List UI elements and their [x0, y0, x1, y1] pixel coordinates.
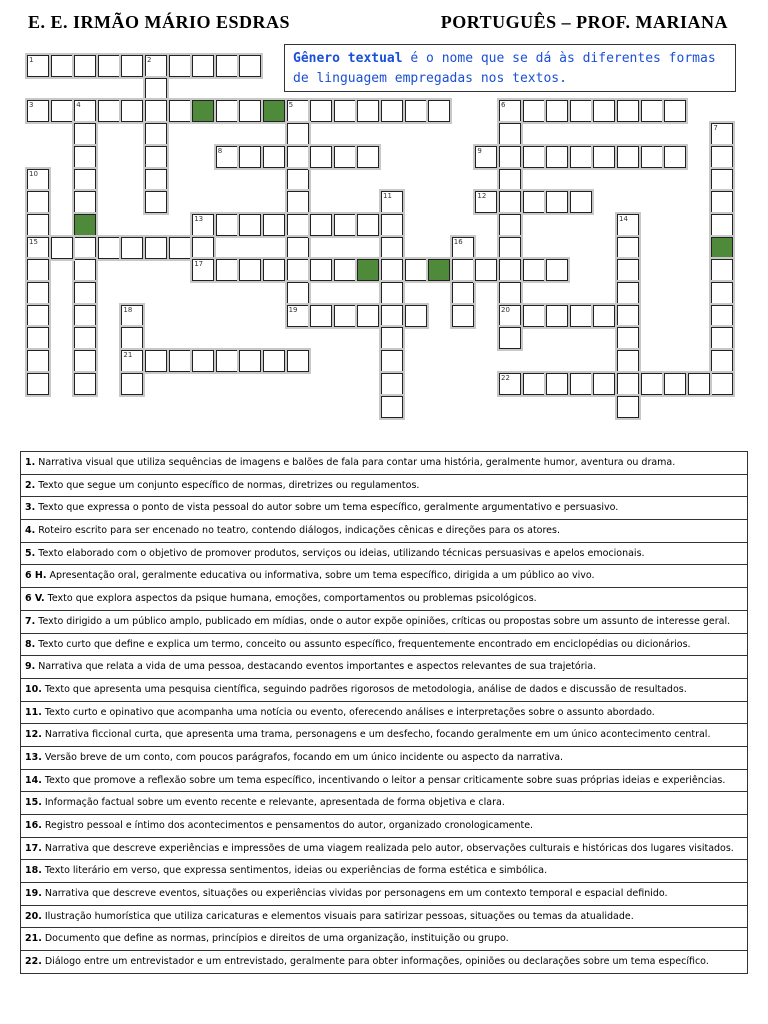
clue-row: [21, 702, 747, 725]
clue-row: [21, 520, 747, 543]
crossword-cell[interactable]: [287, 259, 309, 281]
clue-row: [21, 679, 747, 702]
crossword-cell[interactable]: [475, 146, 497, 168]
crossword-cell[interactable]: [711, 214, 733, 236]
crossword-cell[interactable]: [145, 191, 167, 213]
crossword-cell[interactable]: [216, 259, 238, 281]
crossword-cell[interactable]: [499, 282, 521, 304]
crossword-cell[interactable]: [287, 123, 309, 145]
crossword-cell[interactable]: [145, 350, 167, 372]
crossword-cell[interactable]: [74, 305, 96, 327]
crossword-cell[interactable]: [688, 373, 710, 395]
crossword-cell[interactable]: [74, 237, 96, 259]
clue-list: [20, 451, 748, 974]
crossword-cell[interactable]: [287, 237, 309, 259]
crossword-cell[interactable]: [121, 55, 143, 77]
clue-number: 19.: [25, 888, 42, 900]
crossword-cell[interactable]: [263, 100, 285, 122]
crossword-cell[interactable]: [145, 169, 167, 191]
crossword-cell[interactable]: [593, 373, 615, 395]
crossword-cell[interactable]: [27, 100, 49, 122]
crossword-cell[interactable]: [664, 100, 686, 122]
crossword-cell[interactable]: [121, 237, 143, 259]
crossword-cell[interactable]: [287, 214, 309, 236]
crossword-cell[interactable]: [617, 146, 639, 168]
crossword-cell[interactable]: [711, 123, 733, 145]
crossword-cell[interactable]: [145, 146, 167, 168]
crossword-cell[interactable]: [334, 146, 356, 168]
crossword-cell[interactable]: [711, 169, 733, 191]
crossword-cell[interactable]: [74, 350, 96, 372]
clue-row: [21, 543, 747, 566]
clue-text: Texto literário em verso, que expressa sentimentos, ideias ou experiências de forma estética e simbólica.: [41, 865, 548, 877]
crossword-cell[interactable]: [381, 237, 403, 259]
crossword-cell[interactable]: [381, 214, 403, 236]
crossword-cell[interactable]: [74, 100, 96, 122]
clue-text: Texto que segue um conjunto específico de normas, diretrizes ou regulamentos.: [35, 479, 420, 491]
crossword-cell[interactable]: [192, 237, 214, 259]
crossword-cell[interactable]: [74, 169, 96, 191]
clue-text: Texto curto e opinativo que acompanha uma notícia ou evento, oferecendo análises e interpretações sobre o assunto abordado.: [41, 706, 655, 718]
clue-number-label: 18: [123, 305, 133, 314]
crossword-cell[interactable]: [27, 214, 49, 236]
crossword-cell[interactable]: [169, 350, 191, 372]
clue-number-label: 20: [501, 305, 510, 314]
clue-row: [21, 860, 747, 883]
clue-row: [21, 838, 747, 861]
crossword-cell[interactable]: [711, 146, 733, 168]
crossword-cell[interactable]: [263, 214, 285, 236]
crossword-cell[interactable]: [74, 191, 96, 213]
crossword-cell[interactable]: [499, 373, 521, 395]
clue-number: 22.: [25, 956, 42, 968]
crossword-cell[interactable]: [617, 305, 639, 327]
crossword-cell[interactable]: [593, 305, 615, 327]
subject-teacher: PORTUGUÊS – PROF. MARIANA: [440, 12, 728, 32]
crossword-cell[interactable]: [145, 55, 167, 77]
clue-row: [21, 475, 747, 498]
crossword-cell[interactable]: [475, 259, 497, 281]
clue-text: Apresentação oral, geralmente educativa ou informativa, sobre um tema específico, dirigida a um público ao vivo.: [46, 570, 595, 582]
crossword-cell[interactable]: [381, 327, 403, 349]
crossword-cell[interactable]: [381, 282, 403, 304]
crossword-cell[interactable]: [310, 259, 332, 281]
clue-text: Texto que expressa o ponto de vista pessoal do autor sobre um tema específico, geralmente argumentativo e persuasivo.: [35, 502, 619, 514]
crossword-cell[interactable]: [216, 100, 238, 122]
crossword-cell[interactable]: [381, 100, 403, 122]
clue-number: 4.: [25, 525, 36, 537]
clue-text: Narrativa que descreve experiências e impressões de uma viagem realizada pelo autor, observações culturais e históricas dos lugares visitados.: [41, 842, 734, 854]
clue-number: 8.: [25, 638, 36, 650]
clue-row: [21, 815, 747, 838]
crossword-cell[interactable]: [570, 305, 592, 327]
clue-number-label: 11: [383, 192, 392, 201]
crossword-cell[interactable]: [74, 146, 96, 168]
clue-text: Registro pessoal e íntimo dos acontecimentos e pensamentos do autor, organizado cronologicamente.: [41, 820, 534, 831]
clue-row: [21, 588, 747, 611]
crossword-cell[interactable]: [452, 282, 474, 304]
crossword-cell[interactable]: [546, 146, 568, 168]
crossword-cell[interactable]: [381, 305, 403, 327]
crossword-cell[interactable]: [121, 350, 143, 372]
crossword-cell[interactable]: [381, 191, 403, 213]
genre-definition-box: [284, 44, 736, 92]
crossword-cell[interactable]: [617, 282, 639, 304]
crossword-cell[interactable]: [287, 350, 309, 372]
crossword-cell[interactable]: [452, 237, 474, 259]
crossword-cell[interactable]: [711, 191, 733, 213]
clue-number-label: 17: [194, 260, 204, 269]
clue-row: [21, 928, 747, 951]
crossword-cell[interactable]: [334, 100, 356, 122]
crossword-cell[interactable]: [593, 100, 615, 122]
crossword-cell[interactable]: [664, 373, 686, 395]
clue-number: 16.: [25, 820, 42, 831]
genre-term: Gênero textual: [293, 51, 403, 66]
clue-number: 15.: [25, 797, 42, 809]
crossword-cell[interactable]: [192, 214, 214, 236]
crossword-cell[interactable]: [357, 259, 379, 281]
crossword-cell[interactable]: [27, 282, 49, 304]
crossword-cell[interactable]: [74, 282, 96, 304]
clue-number-label: 13: [194, 214, 204, 223]
crossword-cell[interactable]: [169, 237, 191, 259]
clue-number-label: 15: [29, 237, 38, 246]
crossword-cell[interactable]: [287, 191, 309, 213]
clue-text: Texto curto que define e explica um termo, conceito ou assunto específico, frequentemente encontrado em enciclopédias ou dicionários.: [35, 638, 691, 650]
clue-row: [21, 724, 747, 747]
clue-number: 10.: [25, 683, 42, 695]
clue-number-label: 4: [76, 101, 81, 110]
clue-number: 21.: [25, 933, 42, 945]
crossword-cell[interactable]: [287, 146, 309, 168]
crossword-cell[interactable]: [617, 214, 639, 236]
clue-text: Texto elaborado com o objetivo de promover produtos, serviços ou ideias, utilizando técnicas persuasivas e apelos emocionais.: [35, 547, 645, 559]
clue-number-label: 14: [619, 214, 628, 223]
crossword-cell[interactable]: [641, 373, 663, 395]
clue-number: 3.: [25, 502, 36, 514]
clue-number-label: 7: [713, 124, 718, 133]
clue-row: [21, 792, 747, 815]
crossword-cell[interactable]: [617, 350, 639, 372]
crossword-cell[interactable]: [617, 100, 639, 122]
crossword-cell[interactable]: [27, 305, 49, 327]
crossword-cell[interactable]: [381, 396, 403, 418]
crossword-cell[interactable]: [145, 123, 167, 145]
crossword-cell[interactable]: [357, 305, 379, 327]
crossword-cell[interactable]: [499, 100, 521, 122]
crossword-cell[interactable]: [546, 100, 568, 122]
clue-number: 17.: [25, 842, 42, 854]
crossword-cell[interactable]: [499, 305, 521, 327]
crossword-cell[interactable]: [334, 214, 356, 236]
clue-text: Texto que apresenta uma pesquisa científica, seguindo padrões rigorosos de metodologia, análise de dados e discussão de resultados.: [41, 683, 687, 695]
crossword-cell[interactable]: [263, 146, 285, 168]
clue-row: [21, 565, 747, 588]
clue-number-label: 22: [501, 373, 510, 382]
crossword-cell[interactable]: [523, 373, 545, 395]
crossword-cell[interactable]: [121, 100, 143, 122]
school-name: E. E. IRMÃO MÁRIO ESDRAS: [28, 12, 291, 32]
crossword-cell[interactable]: [121, 327, 143, 349]
crossword-cell[interactable]: [74, 373, 96, 395]
crossword-cell[interactable]: [192, 259, 214, 281]
crossword-cell[interactable]: [27, 327, 49, 349]
clue-number: 20.: [25, 910, 42, 922]
clue-number-label: 9: [477, 146, 482, 155]
crossword-cell[interactable]: [617, 327, 639, 349]
crossword-cell[interactable]: [499, 237, 521, 259]
crossword-cell[interactable]: [523, 146, 545, 168]
crossword-cell[interactable]: [287, 100, 309, 122]
crossword-cell[interactable]: [310, 146, 332, 168]
genre-definition-text: é o nome que se dá às diferentes formas de linguagem empregadas nos textos.: [293, 51, 716, 86]
clue-row: [21, 883, 747, 906]
crossword-cell[interactable]: [169, 100, 191, 122]
crossword-cell[interactable]: [641, 146, 663, 168]
crossword-cell[interactable]: [192, 55, 214, 77]
crossword-cell[interactable]: [334, 259, 356, 281]
clue-number-label: 10: [29, 169, 38, 178]
crossword-cell[interactable]: [711, 373, 733, 395]
crossword-cell[interactable]: [169, 55, 191, 77]
clue-row: [21, 497, 747, 520]
crossword-cell[interactable]: [74, 259, 96, 281]
clue-row: [21, 747, 747, 770]
crossword-cell[interactable]: [216, 214, 238, 236]
crossword-cell[interactable]: [239, 350, 261, 372]
crossword-cell[interactable]: [617, 396, 639, 418]
clue-number-label: 3: [29, 101, 34, 110]
crossword-cell[interactable]: [523, 100, 545, 122]
crossword-cell[interactable]: [381, 259, 403, 281]
crossword-cell[interactable]: [405, 259, 427, 281]
crossword-cell[interactable]: [121, 373, 143, 395]
crossword-cell[interactable]: [711, 237, 733, 259]
crossword-cell[interactable]: [192, 100, 214, 122]
crossword-cell[interactable]: [711, 327, 733, 349]
crossword-cell[interactable]: [499, 169, 521, 191]
crossword-cell[interactable]: [27, 350, 49, 372]
crossword-cell[interactable]: [570, 146, 592, 168]
crossword-cell[interactable]: [641, 100, 663, 122]
crossword-cell[interactable]: [287, 169, 309, 191]
crossword-cell[interactable]: [145, 237, 167, 259]
crossword-cell[interactable]: [499, 191, 521, 213]
clue-number: 13.: [25, 751, 42, 763]
crossword-cell[interactable]: [499, 146, 521, 168]
clue-number-label: 8: [217, 146, 223, 155]
crossword-cell[interactable]: [357, 100, 379, 122]
crossword-cell[interactable]: [263, 259, 285, 281]
clue-text: Roteiro escrito para ser encenado no teatro, contendo diálogos, indicações cênicas e direções para os atores.: [35, 525, 560, 537]
crossword-cell[interactable]: [499, 214, 521, 236]
crossword-cell[interactable]: [239, 55, 261, 77]
crossword-cell[interactable]: [475, 191, 497, 213]
clue-number: 12.: [25, 729, 42, 741]
crossword-cell[interactable]: [27, 373, 49, 395]
crossword-cell[interactable]: [357, 214, 379, 236]
clue-text: Narrativa que relata a vida de uma pessoa, destacando eventos importantes e aspectos relevantes de sua trajetória.: [35, 661, 597, 673]
clue-number: 5.: [25, 547, 36, 559]
clue-text: Ilustração humorística que utiliza caricaturas e elementos visuais para satirizar pessoas, situações ou temas da atualidade.: [41, 910, 634, 922]
crossword-cell[interactable]: [216, 350, 238, 372]
clue-text: Documento que define as normas, princípios e direitos de uma organização, instituição ou grupo.: [41, 933, 509, 945]
clue-number: 9.: [25, 661, 36, 673]
clue-number-label: 12: [477, 192, 487, 201]
crossword-cell[interactable]: [74, 327, 96, 349]
crossword-cell[interactable]: [27, 259, 49, 281]
crossword-cell[interactable]: [711, 259, 733, 281]
crossword-cell[interactable]: [499, 123, 521, 145]
crossword-cell[interactable]: [452, 259, 474, 281]
clue-row: [21, 452, 747, 475]
crossword-cell[interactable]: [546, 305, 568, 327]
clue-number: 6 H.: [25, 570, 47, 582]
clue-text: Texto dirigido a um público amplo, publicado em mídias, onde o autor expõe opiniões, críticas ou propostas sobre um assunto de interesse geral.: [35, 615, 731, 627]
crossword-cell[interactable]: [523, 259, 545, 281]
crossword-cell[interactable]: [617, 237, 639, 259]
clue-number: 6 V.: [25, 593, 45, 605]
clue-number: 14.: [25, 774, 42, 786]
clue-row: [21, 951, 747, 974]
crossword-cell[interactable]: [405, 305, 427, 327]
clue-text: Narrativa ficcional curta, que apresenta uma trama, personagens e um desfecho, focando geralmente em um único acontecimento central.: [41, 729, 711, 741]
clue-text: Texto que explora aspectos da psique humana, emoções, comportamentos ou problemas psicológicos.: [44, 593, 537, 605]
crossword-cell[interactable]: [27, 237, 49, 259]
crossword-cell[interactable]: [546, 373, 568, 395]
crossword-cell[interactable]: [287, 305, 309, 327]
crossword-cell[interactable]: [239, 214, 261, 236]
crossword-cell[interactable]: [51, 237, 73, 259]
crossword-cell[interactable]: [523, 191, 545, 213]
clue-text: Narrativa visual que utiliza sequências de imagens e balões de fala para contar uma história, geralmente humor, aventura ou drama.: [35, 457, 676, 468]
clue-row: [21, 611, 747, 634]
crossword-cell[interactable]: [51, 100, 73, 122]
crossword-cell[interactable]: [428, 259, 450, 281]
crossword-cell[interactable]: [27, 169, 49, 191]
crossword-cell[interactable]: [499, 327, 521, 349]
clue-text: Diálogo entre um entrevistador e um entrevistado, geralmente para obter informações, opiniões ou declarações sobre um tema específico.: [41, 956, 709, 968]
crossword-cell[interactable]: [98, 237, 120, 259]
crossword-cell[interactable]: [499, 259, 521, 281]
crossword-cell[interactable]: [27, 191, 49, 213]
crossword-cell[interactable]: [98, 100, 120, 122]
clue-number-label: 1: [29, 56, 34, 64]
clue-number: 2.: [25, 479, 36, 491]
crossword-cell[interactable]: [310, 214, 332, 236]
crossword-cell[interactable]: [570, 373, 592, 395]
clue-number-label: 16: [453, 237, 463, 246]
clue-number: 18.: [25, 865, 42, 877]
crossword-cell[interactable]: [74, 214, 96, 236]
crossword-cell[interactable]: [51, 55, 73, 77]
crossword-cell[interactable]: [98, 55, 120, 77]
crossword-cell[interactable]: [711, 282, 733, 304]
clue-row: [21, 906, 747, 929]
crossword-cell[interactable]: [145, 100, 167, 122]
clue-text: Versão breve de um conto, com poucos parágrafos, focando em um único incidente ou aspecto da narrativa.: [41, 751, 564, 763]
crossword-cell[interactable]: [310, 100, 332, 122]
clue-text: Informação factual sobre um evento recente e relevante, apresentada de forma objetiva e clara.: [41, 797, 505, 809]
crossword-cell[interactable]: [664, 146, 686, 168]
crossword-cell[interactable]: [216, 55, 238, 77]
crossword-cell[interactable]: [570, 191, 592, 213]
crossword-cell[interactable]: [381, 373, 403, 395]
crossword-cell[interactable]: [593, 146, 615, 168]
crossword-cell[interactable]: [570, 100, 592, 122]
crossword-cell[interactable]: [405, 100, 427, 122]
crossword-cell[interactable]: [216, 146, 238, 168]
crossword-cell[interactable]: [239, 259, 261, 281]
clue-number: 7.: [25, 615, 36, 627]
clue-row: [21, 770, 747, 793]
clue-number-label: 21: [123, 351, 133, 360]
crossword-cell[interactable]: [121, 305, 143, 327]
crossword-cell[interactable]: [452, 305, 474, 327]
crossword-cell[interactable]: [192, 350, 214, 372]
clue-text: Texto que promove a reflexão sobre um tema específico, incentivando o leitor a pensar criticamente sobre suas próprias ideias e experiências.: [41, 774, 726, 786]
clue-text: Narrativa que descreve eventos, situações ou experiências vividas por personagens em um contexto temporal e espacial definido.: [41, 888, 668, 900]
clue-number: 11.: [25, 706, 42, 718]
crossword-cell[interactable]: [239, 100, 261, 122]
crossword-cell[interactable]: [334, 305, 356, 327]
crossword-cell[interactable]: [239, 146, 261, 168]
crossword-cell[interactable]: [617, 259, 639, 281]
clue-number: 1.: [25, 457, 36, 468]
crossword-cell[interactable]: [287, 282, 309, 304]
crossword-cell[interactable]: [74, 123, 96, 145]
crossword-cell[interactable]: [310, 305, 332, 327]
crossword-cell[interactable]: [145, 78, 167, 100]
clue-number-label: 19: [288, 305, 298, 314]
crossword-cell[interactable]: [357, 146, 379, 168]
crossword-cell[interactable]: [74, 55, 96, 77]
crossword-cell[interactable]: [523, 305, 545, 327]
clue-number-label: 2: [147, 56, 152, 64]
clue-row: [21, 634, 747, 657]
crossword-cell[interactable]: [27, 55, 49, 77]
clue-row: [21, 656, 747, 679]
clue-number-label: 5: [288, 101, 294, 110]
crossword-cell[interactable]: [617, 373, 639, 395]
crossword-cell[interactable]: [381, 350, 403, 372]
crossword-cell[interactable]: [428, 100, 450, 122]
clue-number-label: 6: [501, 101, 506, 110]
crossword-cell[interactable]: [263, 350, 285, 372]
crossword-cell[interactable]: [546, 191, 568, 213]
crossword-cell[interactable]: [711, 350, 733, 372]
crossword-cell[interactable]: [711, 305, 733, 327]
crossword-cell[interactable]: [546, 259, 568, 281]
